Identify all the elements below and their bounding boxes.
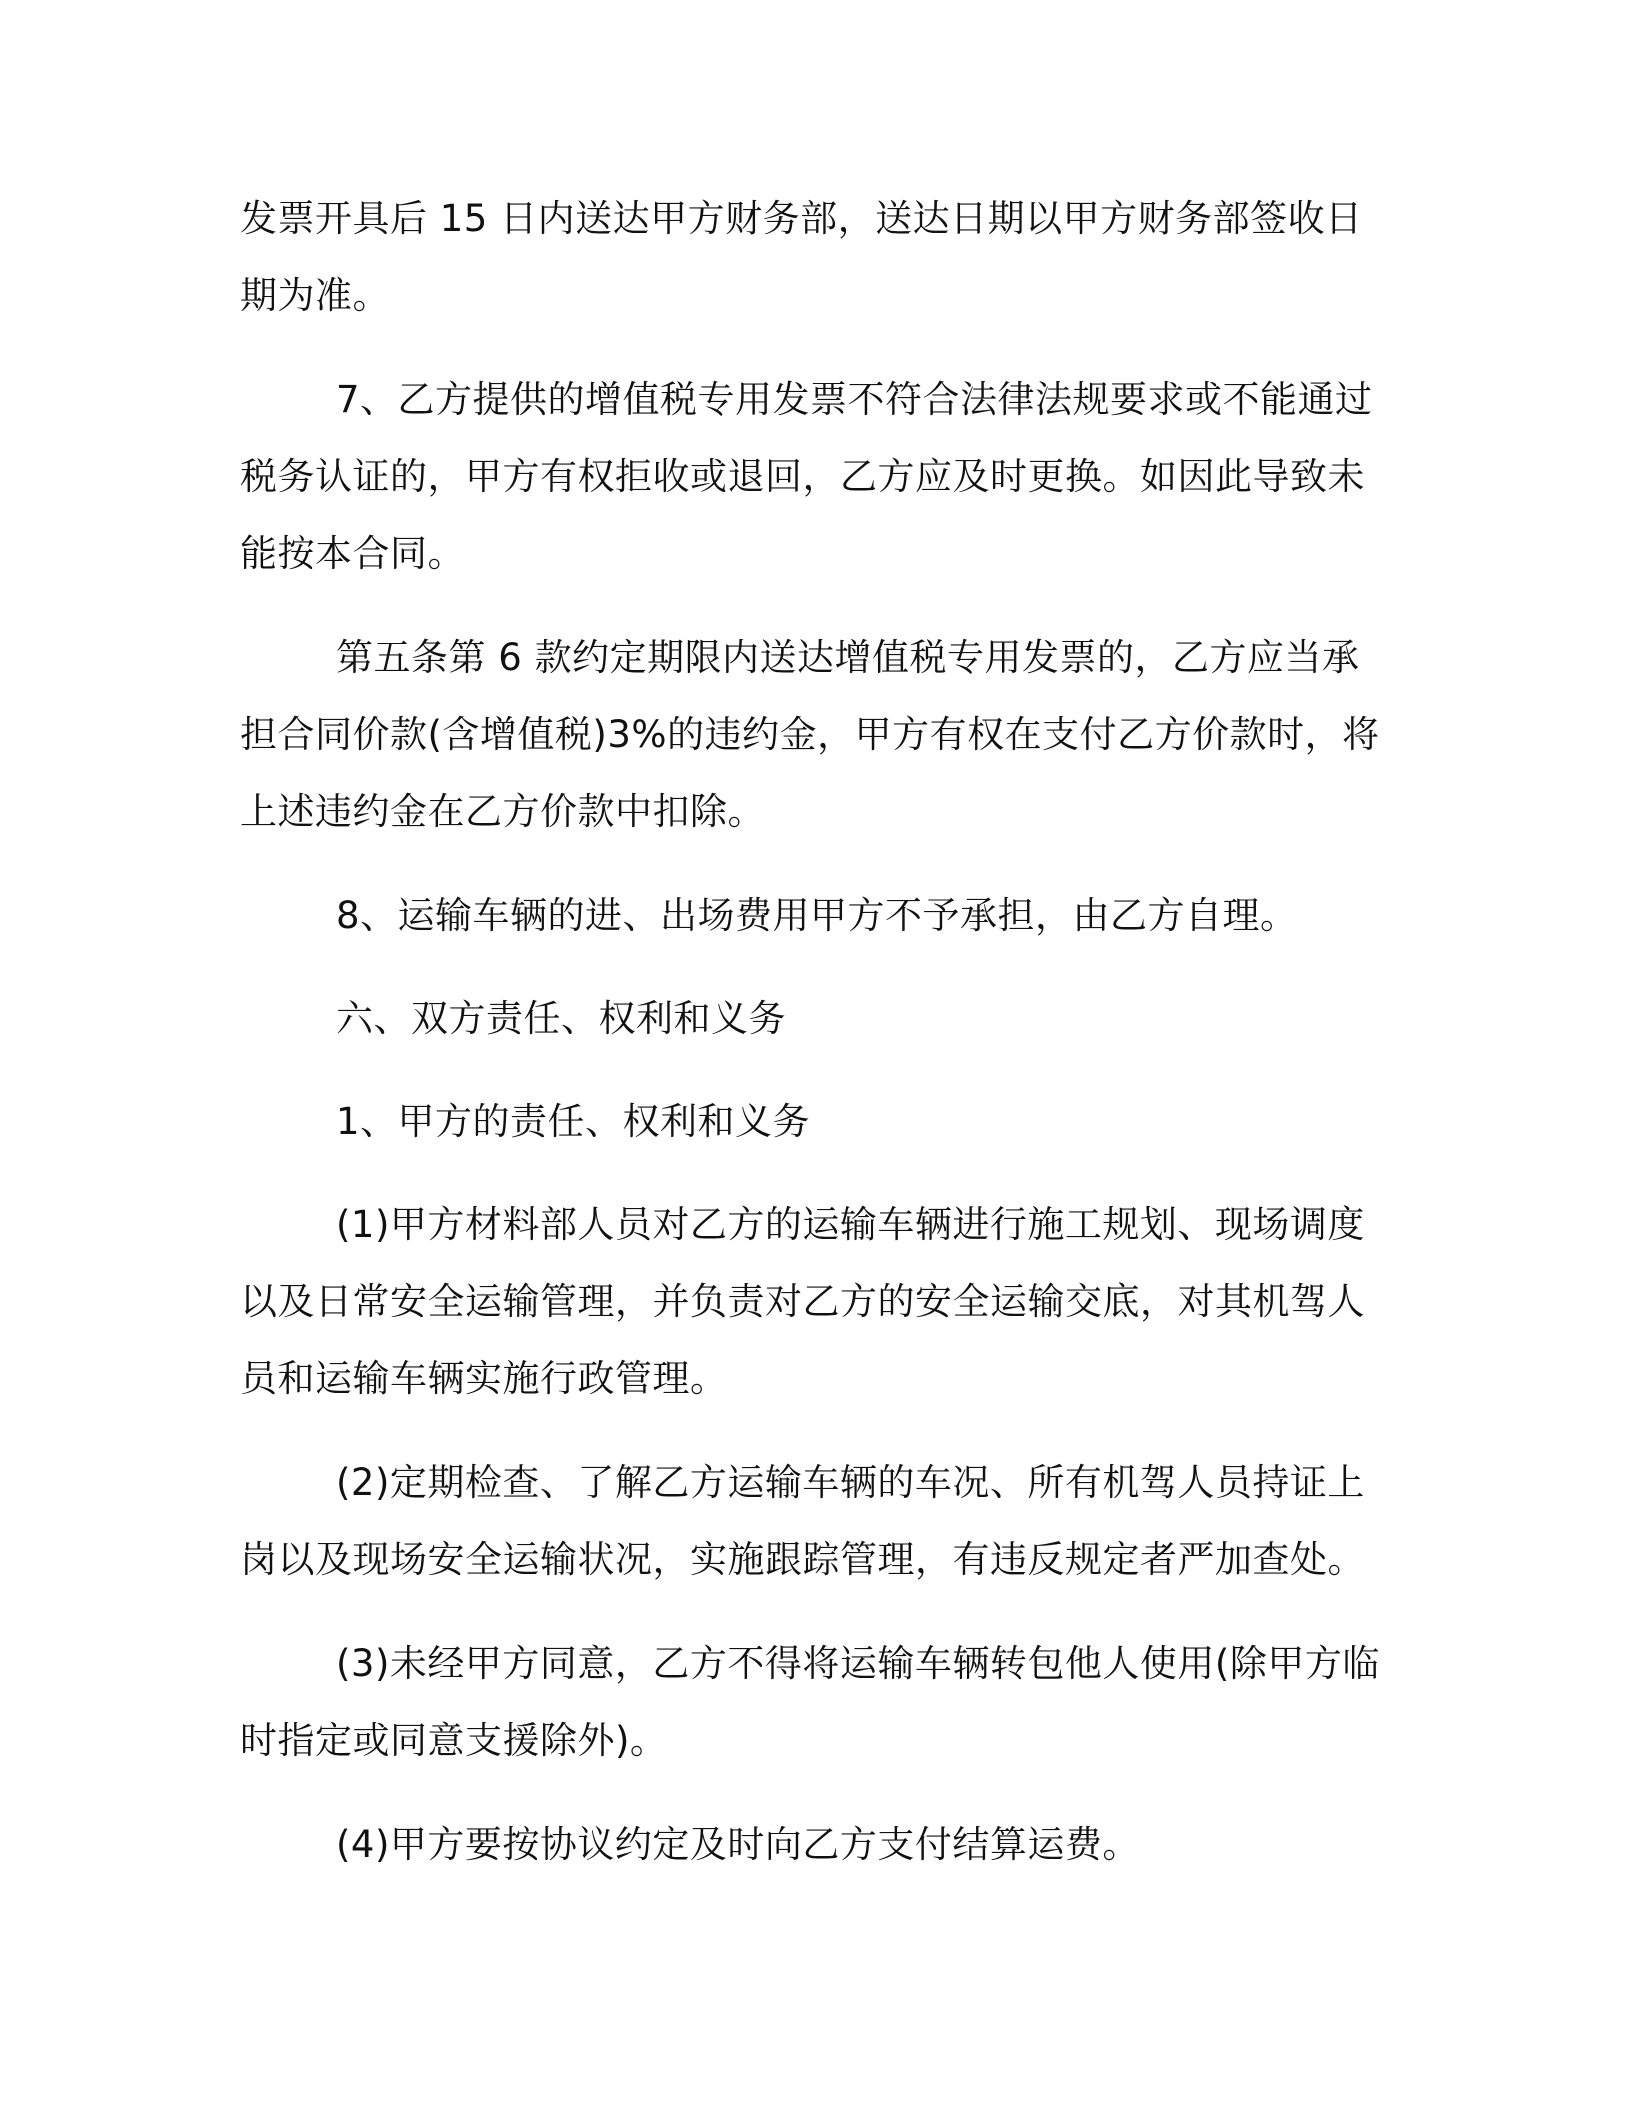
paragraph-clause-1: (1)甲方材料部人员对乙方的运输车辆进行施工规划、现场调度以及日常安全运输管理，并负责对乙方的安全运输交底，对其机驾人员和运输车辆实施行政管理。 <box>240 1203 1365 1400</box>
paragraph-clause-3: (3)未经甲方同意，乙方不得将运输车辆转包他人使用(除甲方临时指定或同意支援除外)。 <box>240 1642 1380 1762</box>
paragraph-clause-4: (4)甲方要按协议约定及时向乙方支付结算运费。 <box>336 1823 1140 1866</box>
paragraph-clause-2: (2)定期检查、了解乙方运输车辆的车况、所有机驾人员持证上岗以及现场安全运输状况，实施跟踪管理，有违反规定者严加查处。 <box>240 1461 1365 1581</box>
paragraph-invoice-delivery: 发票开具后 15 日内送达甲方财务部，送达日期以甲方财务部签收日期为准。 <box>240 197 1363 317</box>
section-heading-six: 六、双方责任、权利和义务 <box>336 997 786 1040</box>
paragraph-article-5-clause-6: 第五条第 6 款约定期限内送达增值税专用发票的，乙方应当承担合同价款(含增值税)3%的违约金，甲方有权在支付乙方价款时，将上述违约金在乙方价款中扣除。 <box>240 636 1380 833</box>
paragraph-item-8: 8、运输车辆的进、出场费用甲方不予承担，由乙方自理。 <box>336 894 1298 937</box>
subsection-heading-party-a: 1、甲方的责任、权利和义务 <box>336 1100 811 1143</box>
paragraph-item-7: 7、乙方提供的增值税专用发票不符合法律法规要求或不能通过税务认证的，甲方有权拒收或退回，乙方应及时更换。如因此导致未能按本合同。 <box>240 378 1373 575</box>
